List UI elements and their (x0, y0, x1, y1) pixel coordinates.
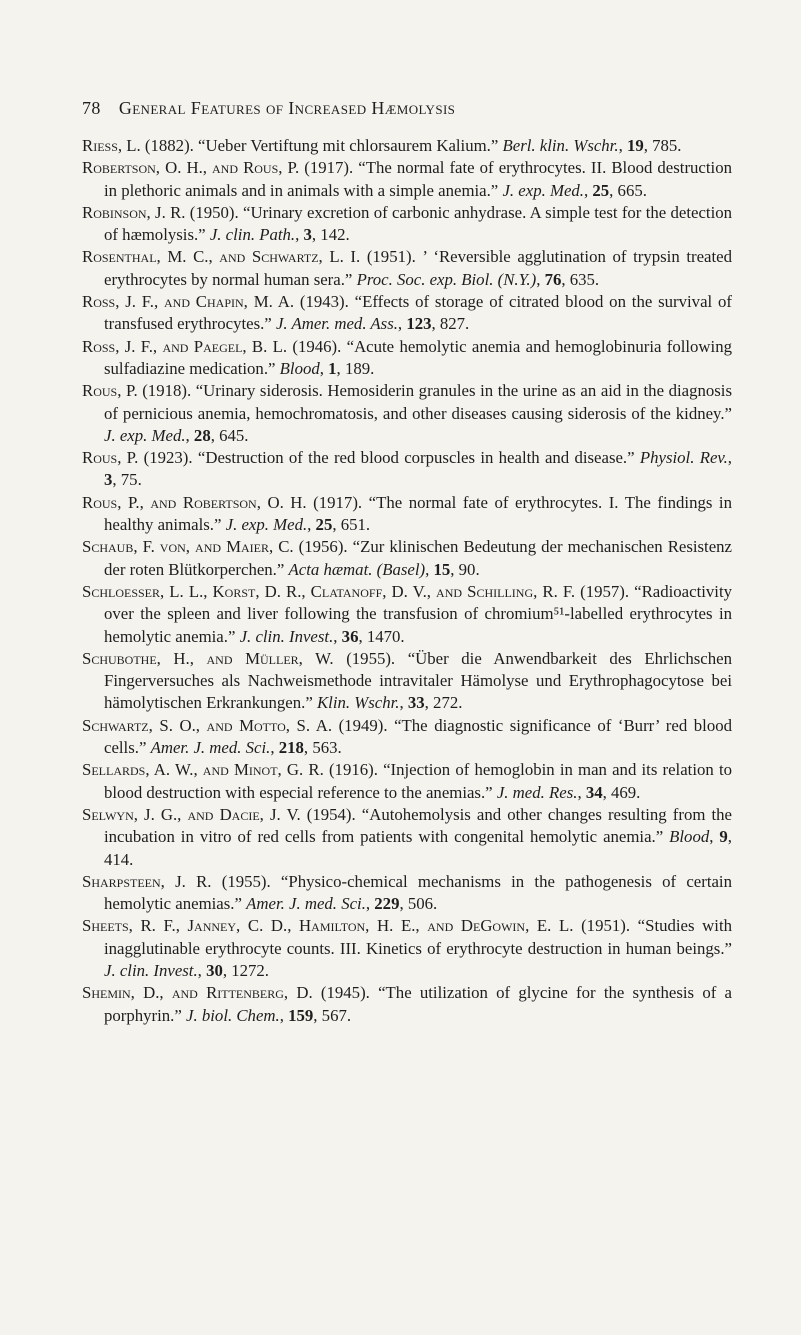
reference-list (82, 135, 732, 1027)
reference-journal: Amer. J. med. Sci. (150, 738, 271, 758)
reference-pages: , 651. (332, 515, 371, 535)
reference-entry (82, 135, 732, 157)
reference-volume: 218 (278, 738, 304, 758)
reference-journal: Blood (669, 827, 710, 847)
reference-text: (1923). “Destruction of the red blood corpuscles in health and disease.” (138, 448, 640, 468)
reference-separator: , (536, 269, 545, 289)
reference-separator: , (399, 693, 408, 713)
reference-text: (1951). “Studies with inagglutinable erythrocyte counts. III. Kinetics of erythrocyte destruction in human beings.” (104, 916, 732, 958)
reference-authors: Riess, L. (82, 136, 141, 155)
reference-separator: , (197, 960, 207, 980)
reference-authors: Rous, P. (82, 448, 139, 468)
reference-journal: Acta hæmat. (Basel) (288, 559, 426, 579)
reference-text: (1951). ’ ‘Reversible agglutination of trypsin treated erythrocytes by normal human sera.” (104, 247, 732, 289)
reference-separator: , (270, 738, 279, 758)
reference-separator: , (307, 515, 316, 535)
reference-authors: Sheets, R. F., Janney, C. D., Hamilton, H. E., and DeGowin, E. L. (82, 916, 574, 936)
reference-entry (82, 915, 732, 982)
reference-text: (1945). “The utilization of glycine for the synthesis of a porphyrin.” (104, 983, 732, 1025)
reference-separator: , (319, 358, 329, 378)
reference-pages: , 567. (313, 1005, 352, 1025)
reference-journal: J. exp. Med. (502, 180, 584, 200)
reference-pages: , 645. (210, 425, 249, 445)
reference-entry (82, 202, 732, 247)
reference-entry (82, 804, 732, 871)
reference-journal: Proc. Soc. exp. Biol. (N.Y.) (356, 269, 537, 289)
reference-separator: , (397, 314, 407, 334)
reference-authors: Shemin, D., and Rittenberg, D. (82, 983, 313, 1003)
reference-pages: , 272. (424, 693, 463, 713)
reference-volume: 229 (374, 894, 400, 914)
reference-entry (82, 157, 732, 202)
reference-volume: 28 (193, 425, 211, 445)
reference-authors: Schubothe, H., and Müller, W. (82, 648, 334, 668)
reference-pages: , 469. (602, 782, 641, 802)
reference-pages: , 90. (450, 559, 480, 579)
reference-authors: Rous, P., and Robertson, O. H. (82, 492, 307, 512)
reference-journal: Physiol. Rev. (639, 448, 728, 468)
reference-separator: , (425, 559, 434, 579)
reference-volume: 159 (288, 1005, 314, 1025)
reference-entry (82, 447, 732, 492)
reference-separator: , (365, 894, 375, 914)
reference-separator: , (727, 448, 732, 468)
reference-volume: 1 (328, 358, 337, 378)
reference-authors: Sharpsteen, J. R. (82, 871, 212, 891)
reference-separator: , (279, 1005, 289, 1025)
reference-separator: , (709, 827, 720, 847)
reference-separator: , (185, 425, 194, 445)
reference-text: (1882). “Ueber Vertiftung mit chlorsaurem Kalium.” (140, 136, 503, 155)
reference-entry (82, 648, 732, 715)
reference-volume: 34 (585, 782, 603, 802)
reference-volume: 3 (303, 225, 312, 245)
running-header (82, 98, 455, 119)
reference-text: (1916). “Injection of hemoglobin in man and its relation to blood destruction with especial reference to the anemias.” (104, 760, 732, 802)
reference-volume: 123 (406, 314, 432, 334)
reference-authors: Ross, J. F., and Paegel, B. L. (82, 336, 288, 356)
reference-volume: 25 (592, 180, 610, 200)
reference-text: (1957). “Radioactivity over the spleen and liver following the transfusion of chromium⁵¹-labelled erythrocytes in hemolytic anemia.” (104, 581, 733, 646)
reference-text: (1949). “The diagnostic significance of ‘Burr’ red blood cells.” (104, 715, 732, 758)
reference-journal: J. clin. Invest. (104, 960, 198, 980)
reference-pages: , 414. (104, 827, 732, 869)
reference-text: (1918). “Urinary siderosis. Hemosiderin granules in the urine as an aid in the diagnosis of pernicious anemia, hemochromatosis, and other diseases causing siderosis of the kidney.” (104, 381, 732, 423)
reference-separator: , (618, 136, 627, 155)
reference-text: (1955). “Über die Anwendbarkeit des Ehrlichschen Fingerversuches als Nachweismethode intravitaler Hämolyse und Erythrophagocytose bei hämolytischen Erkrankungen.” (104, 648, 732, 713)
reference-volume: 15 (433, 559, 451, 579)
reference-journal: Amer. J. med. Sci. (246, 894, 366, 914)
reference-authors: Selwyn, J. G., and Dacie, J. V. (82, 804, 301, 824)
reference-pages: , 563. (303, 738, 342, 758)
reference-entry (82, 759, 732, 804)
reference-authors: Robinson, J. R. (82, 202, 186, 222)
reference-pages: , 665. (609, 180, 647, 200)
reference-separator: , (583, 180, 593, 200)
reference-authors: Schloesser, L. L., Korst, D. R., Clatanoff, D. V., and Schilling, R. F. (82, 581, 576, 601)
reference-journal: Berl. klin. Wschr. (502, 136, 619, 155)
reference-entry (82, 492, 732, 537)
reference-pages: , 785. (643, 136, 682, 155)
reference-text: (1943). “Effects of storage of citrated blood on the survival of transfused erythrocytes.” (104, 292, 732, 334)
reference-pages: , 506. (399, 894, 438, 914)
reference-journal: J. biol. Chem. (186, 1005, 280, 1025)
reference-journal: J. Amer. med. Ass. (275, 314, 398, 334)
reference-volume: 9 (719, 827, 728, 847)
reference-journal: Blood (279, 358, 320, 378)
reference-separator: , (333, 626, 342, 646)
reference-entry (82, 380, 732, 447)
reference-text: (1917). “The normal fate of erythrocytes. II. Blood destruction in plethoric animals and in animals with a simple anemia.” (104, 158, 732, 200)
reference-volume: 30 (206, 960, 223, 980)
reference-entry (82, 581, 732, 648)
reference-text: (1956). “Zur klinischen Bedeutung der mechanischen Resistenz der roten Blütkorperchen.” (104, 537, 733, 579)
reference-pages: , 635. (561, 269, 600, 289)
reference-pages: , 827. (431, 314, 470, 334)
reference-pages: , 189. (336, 358, 375, 378)
reference-text: (1946). “Acute hemolytic anemia and hemoglobinuria following sulfadiazine medication.” (104, 336, 732, 378)
reference-pages: , 142. (311, 225, 350, 245)
reference-journal: J. exp. Med. (104, 425, 186, 445)
reference-volume: 3 (104, 470, 113, 490)
reference-entry (82, 715, 732, 760)
reference-volume: 36 (341, 626, 359, 646)
reference-entry (82, 536, 732, 581)
reference-entry (82, 291, 732, 336)
reference-journal: J. clin. Path. (209, 225, 296, 245)
reference-journal: J. clin. Invest. (239, 626, 334, 646)
reference-authors: Rous, P. (82, 381, 138, 401)
reference-separator: , (577, 782, 586, 802)
reference-entry (82, 982, 732, 1027)
reference-journal: Klin. Wschr. (316, 693, 400, 713)
reference-pages: , 1272. (222, 960, 269, 980)
running-title: General Features of Increased Hæmolysis (118, 98, 456, 118)
reference-pages: , 75. (112, 470, 142, 490)
reference-authors: Sellards, A. W., and Minot, G. R. (82, 760, 324, 780)
reference-authors: Schaub, F. von, and Maier, C. (82, 537, 294, 557)
reference-entry (82, 336, 732, 381)
reference-volume: 25 (315, 515, 333, 535)
reference-separator: , (295, 225, 304, 245)
reference-journal: J. exp. Med. (225, 515, 308, 535)
reference-authors: Rosenthal, M. C., and Schwartz, L. I. (82, 247, 361, 267)
reference-authors: Schwartz, S. O., and Motto, S. A. (82, 715, 333, 735)
reference-text: (1917). “The normal fate of erythrocytes. I. The findings in healthy animals.” (104, 492, 732, 535)
reference-text: (1954). “Autohemolysis and other changes resulting from the incubation in vitro of red cells from patients with congenital hemolytic anemia.” (104, 804, 732, 847)
reference-authors: Robertson, O. H., and Rous, P. (82, 158, 300, 178)
reference-authors: Ross, J. F., and Chapin, M. A. (82, 292, 295, 312)
reference-entry (82, 246, 732, 291)
reference-text: (1950). “Urinary excretion of carbonic anhydrase. A simple test for the detection of hæmolysis.” (104, 202, 733, 245)
reference-pages: , 1470. (358, 626, 405, 646)
page-number: 78 (82, 98, 101, 118)
reference-volume: 76 (544, 269, 562, 289)
reference-entry (82, 871, 732, 916)
reference-journal: J. med. Res. (496, 782, 578, 802)
reference-volume: 33 (407, 693, 425, 713)
reference-volume: 19 (626, 136, 644, 155)
reference-text: (1955). “Physico-chemical mechanisms in the pathogenesis of certain hemolytic anemias.” (104, 871, 732, 914)
